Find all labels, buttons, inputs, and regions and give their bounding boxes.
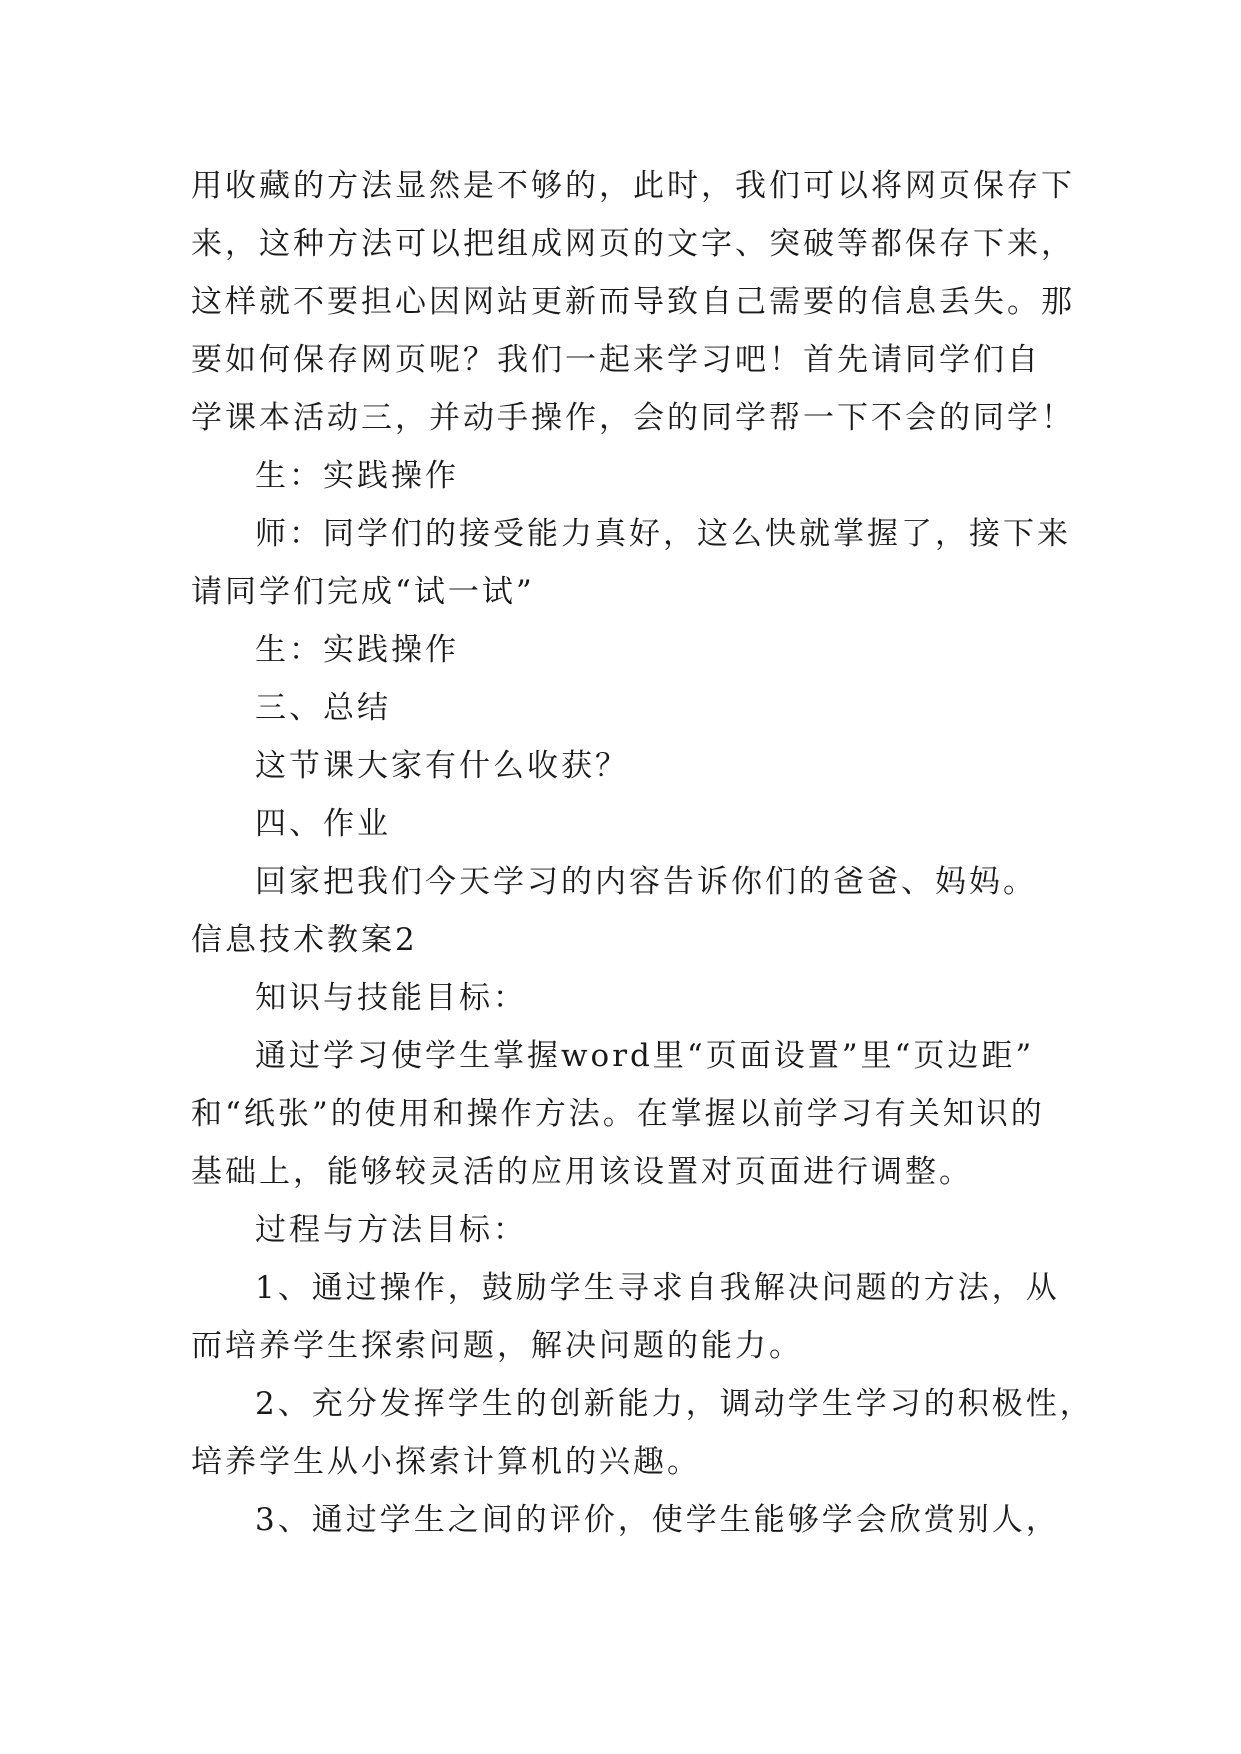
text-line: 来，这种方法可以把组成网页的文字、突破等都保存下来， xyxy=(191,226,1075,262)
text-line: 通过学习使学生掌握word里“页面设置”里“页边距” xyxy=(255,1038,1035,1074)
document-body xyxy=(191,157,1094,1549)
text-line: 生：实践操作 xyxy=(255,632,459,668)
text-line: 过程与方法目标： xyxy=(255,1212,527,1248)
paragraph-goal-2 xyxy=(191,1375,1094,1491)
text-line: 2、充分发挥学生的创新能力，调动学生学习的积极性， xyxy=(255,1386,1094,1422)
paragraph-homework xyxy=(191,853,1071,911)
text-line: 培养学生从小探索计算机的兴趣。 xyxy=(191,1444,701,1480)
paragraph-knowledge-goals xyxy=(191,1027,1071,1201)
text-line: 学课本活动三，并动手操作，会的同学帮一下不会的同学！ xyxy=(191,400,1075,436)
text-line: 这节课大家有什么收获？ xyxy=(255,748,629,784)
paragraph-goal-1 xyxy=(191,1259,1071,1375)
text-line: 和“纸张”的使用和操作方法。在掌握以前学习有关知识的 xyxy=(191,1096,1045,1132)
text-line: 3、通过学生之间的评价，使学生能够学会欣赏别人， xyxy=(255,1502,1060,1538)
paragraph-teacher-remark xyxy=(191,505,1071,621)
heading-process-goals xyxy=(191,1201,1071,1259)
text-line: 回家把我们今天学习的内容告诉你们的爸爸、妈妈。 xyxy=(255,864,1037,900)
text-line: 基础上，能够较灵活的应用该设置对页面进行调整。 xyxy=(191,1154,973,1190)
text-line: 用收藏的方法显然是不够的，此时，我们可以将网页保存下 xyxy=(191,168,1075,204)
text-line: 请同学们完成“试一试” xyxy=(191,574,535,610)
text-line: 1、通过操作，鼓励学生寻求自我解决问题的方法，从 xyxy=(255,1270,1060,1306)
paragraph-goal-3 xyxy=(191,1491,1071,1549)
text-line: 三、总结 xyxy=(255,690,391,726)
text-line: 生：实践操作 xyxy=(255,458,459,494)
text-line: 而培养学生探索问题，解决问题的能力。 xyxy=(191,1328,803,1364)
paragraph-intro xyxy=(191,157,1075,447)
text-line: 四、作业 xyxy=(255,806,391,842)
section-title-lesson-2 xyxy=(191,911,1071,969)
text-line: 要如何保存网页呢？我们一起来学习吧！首先请同学们自 xyxy=(191,342,1041,378)
heading-knowledge-goals xyxy=(191,969,1071,1027)
heading-summary xyxy=(191,679,1071,737)
heading-homework xyxy=(191,795,1071,853)
paragraph-student-practice-2 xyxy=(191,621,1071,679)
text-line: 信息技术教案2 xyxy=(191,922,418,958)
paragraph-student-practice-1 xyxy=(191,447,1071,505)
text-line: 这样就不要担心因网站更新而导致自己需要的信息丢失。那 xyxy=(191,284,1075,320)
text-line: 师：同学们的接受能力真好，这么快就掌握了，接下来 xyxy=(255,516,1071,552)
paragraph-summary-question xyxy=(191,737,1071,795)
text-line: 知识与技能目标： xyxy=(255,980,527,1016)
